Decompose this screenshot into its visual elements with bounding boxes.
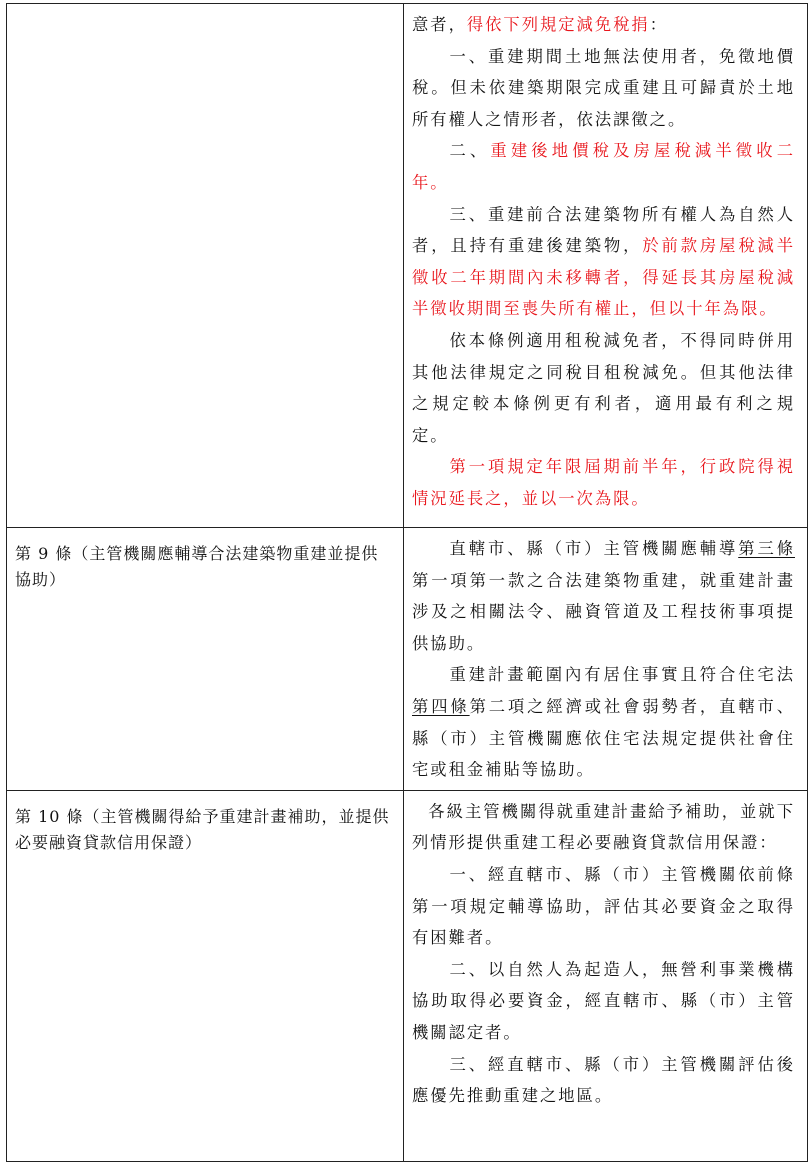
article-title: 第 10 條（主管機關得給予重建計畫補助，並提供必要融資貸款信用保證）: [15, 806, 390, 852]
clause-paragraph: [412, 659, 795, 785]
article-title-cell: [7, 528, 404, 791]
amended-text: 第一項規定年限屆期前半年，行政院得視情況延長之，並以一次為限。: [412, 457, 795, 508]
table-row: [7, 528, 808, 791]
clause-text: 直轄市、縣（市）主管機關應輔導: [449, 539, 739, 558]
clause-paragraph: 二、以自然人為起造人，無營利事業機構協助取得必要資金，經直轄市、縣（市）主管機關認定者。: [412, 959, 795, 1042]
clause-paragraph: [412, 9, 795, 41]
clause-paragraph: [412, 199, 795, 325]
article-title-cell: [7, 790, 404, 1161]
article-content-cell: [404, 528, 808, 791]
clause-paragraph: 一、經直轄市、縣（市）主管機關依前條第一項規定輔導協助，評估其必要資金之取得有困難者。: [412, 864, 795, 948]
clause-text: 一、重建期間土地無法使用者，免徵地價稅。但未依建築期限完成重建且可歸責於土地所有權人之情形者，依法課徵之。: [412, 46, 795, 129]
article-title: 第 9 條（主管機關應輔導合法建築物重建並提供協助）: [15, 544, 379, 589]
clause-text: 三、重建前合法建築物所有權人為自然人者，且持有重建後建築物，: [412, 204, 795, 256]
table-row: [7, 4, 808, 528]
article-content-cell: [404, 790, 808, 1161]
amended-text: 得依下列規定減免稅捐: [466, 15, 650, 34]
clause-text: 第一項第一款之合法建築物重建，就重建計畫涉及之相關法令、融資管道及工程技術事項提供協助。: [412, 570, 795, 653]
table-row: [7, 790, 808, 1161]
clause-paragraph: 三、經直轄市、縣（市）主管機關評估後應優先推動重建之地區。: [412, 1054, 795, 1106]
clause-paragraph: [412, 451, 795, 514]
clause-text: 依本條例適用租稅減免者，不得同時併用其他法律規定之同稅目租稅減免。但其他法律之規定較本條例更有利者，適用最有利之規定。: [412, 330, 795, 445]
clause-text: 重建計畫範圍內有居住事實且符合住宅法: [449, 665, 795, 685]
article-reference: 第三條: [738, 539, 795, 558]
clause-paragraph: [412, 41, 795, 136]
amended-text: 重建後地價稅及房屋稅減半徵收二年。: [412, 141, 795, 192]
article-title-cell: [7, 4, 404, 528]
law-table: [6, 3, 808, 1162]
clause-text: 二、: [449, 141, 491, 161]
clause-paragraph: [412, 135, 795, 198]
clause-text: 第二項之經濟或社會弱勢者，直轄市、縣（市）主管機關應依住宅法規定提供社會住宅或租金補貼等協助。: [412, 696, 795, 780]
clause-text: 意者，: [412, 15, 467, 34]
clause-paragraph: 各級主管機關得就重建計畫給予補助，並就下列情形提供重建工程必要融資貸款信用保證：: [412, 801, 795, 853]
clause-text: ：: [649, 15, 668, 34]
article-reference: 第四條: [412, 696, 470, 716]
amended-text: 於前款房屋稅減半徵收二年期間內未移轉者，得延長其房屋稅減半徵收期間至喪失所有權止，但以十年為限。: [412, 236, 795, 319]
article-content-cell: [404, 4, 808, 528]
clause-paragraph: [412, 533, 795, 659]
clause-paragraph: [412, 325, 795, 451]
law-comparison-document: [6, 3, 795, 1133]
